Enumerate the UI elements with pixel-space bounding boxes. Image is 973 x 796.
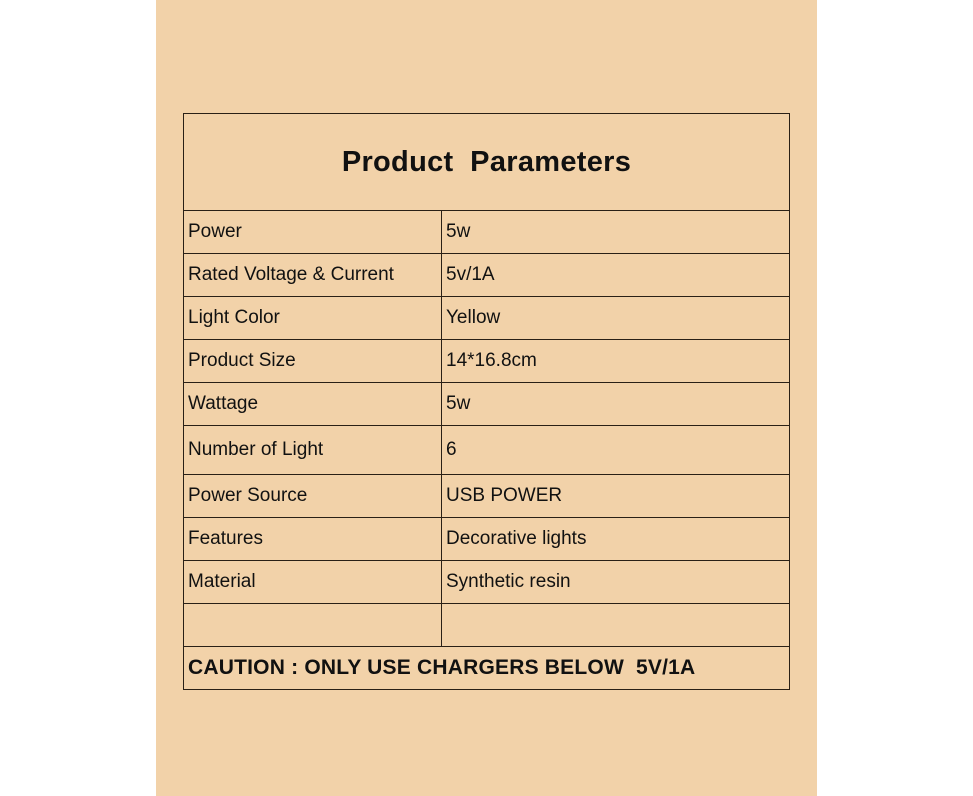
param-row (184, 383, 790, 426)
param-row (184, 426, 790, 475)
param-value: 5v/1A (442, 254, 790, 297)
param-row (184, 475, 790, 518)
param-label: Rated Voltage & Current (184, 254, 442, 297)
param-row (184, 254, 790, 297)
param-row (184, 340, 790, 383)
title-row (184, 114, 790, 211)
param-value: Decorative lights (442, 518, 790, 561)
param-row (184, 561, 790, 604)
param-value: Yellow (442, 297, 790, 340)
param-label: Product Size (184, 340, 442, 383)
table-title: Product Parameters (184, 114, 790, 211)
param-row (184, 297, 790, 340)
param-row (184, 518, 790, 561)
param-label: Number of Light (184, 426, 442, 475)
param-value: 5w (442, 211, 790, 254)
param-label: Power (184, 211, 442, 254)
param-value: USB POWER (442, 475, 790, 518)
caution-row (184, 647, 790, 690)
param-value: 6 (442, 426, 790, 475)
param-label: Power Source (184, 475, 442, 518)
param-label: Wattage (184, 383, 442, 426)
param-value: Synthetic resin (442, 561, 790, 604)
param-label: Features (184, 518, 442, 561)
param-row (184, 604, 790, 647)
caution-text: CAUTION : ONLY USE CHARGERS BELOW 5V/1A (184, 647, 790, 690)
param-value: 14*16.8cm (442, 340, 790, 383)
param-label: Material (184, 561, 442, 604)
param-label: Light Color (184, 297, 442, 340)
product-parameters-table (183, 113, 790, 690)
param-value (442, 604, 790, 647)
param-value: 5w (442, 383, 790, 426)
param-label (184, 604, 442, 647)
param-row (184, 211, 790, 254)
